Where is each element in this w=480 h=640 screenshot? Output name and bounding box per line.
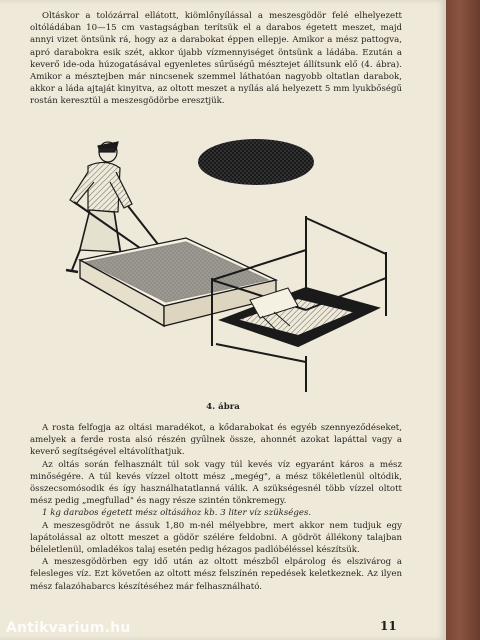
illustration-lime-slaking [36,130,406,398]
paragraph-oltaskor: Oltáskor a tolózárral ellátott, kiömlőnyílással a meszesgödör felé elhelyezett oltóládában 10—15 cm vastagságban terítsük el a darabos égetett meszet, majd annyi vizet öntsünk rá, hogy az a darabokat éppen ellepje. Amikor a mész pattogva, apró darabokra esik szét, akkor újabb vízmennyiséget öntsünk a ládába. Ezután a keverő ide-oda húzogatásával egyenletes sűrűségű mésztejet állítsunk elő (4. ábra). Amikor a mésztejben már nincsenek szemmel láthatóan nagyobb oltatlan darabok, akkor a láda ajtaját kinyitva, az oltott meszet a nyílás alá helyezett 5 mm lyukbőségű rostán keresztül a meszesgödörbe eresztjük. [30,11,402,107]
watermark-text: Antikvarium.hu [6,620,131,636]
lime-pile-shape [198,139,314,185]
paragraph-viz-mennyiseg: Az oltás során felhasznált túl sok vagy túl kevés víz egyaránt káros a mész minőségére. A túl kevés vízzel oltott mész „megég", a mész tökéletlenül oltódik, összecsomósodik és így használhatatlanná válik. A szükségesnél több vízzel oltott mész pedig „megfullad" és nagy része szintén tönkremegy. [30,459,402,507]
page-number: 11 [380,619,397,633]
book-spine-edge [446,0,480,640]
paragraph-arany: 1 kg darabos égetett mész oltásához kb. 3 liter víz szükséges. [42,508,312,519]
bottom-text-block [30,422,402,593]
figure-caption: 4. ábra [206,402,240,412]
paragraph-parolgas: A meszesgödörben egy idő után az oltott mészből elpárolog és elszivárog a felesleges víz. Ezt követően az oltott mész felszínén repedések keletkeznek. Az ilyen mész falazóhabarcs készítéséhez már felhasználható. [30,557,402,592]
paragraph-meszesgodor: A meszesgödröt ne ássuk 1,80 m-nél mélyebbre, mert akkor nem tudjuk egy lapátolással az oltott meszet a gödör szélére feldobni. A gödröt állékony talajban béleletlenül, omladékos talaj esetén pedig hézagos padlóbéléssel készítsük. [30,520,402,556]
top-text-block [30,10,402,108]
paragraph-rosta: A rosta felfogja az oltási maradékot, a kődarabokat és egyéb szennyeződéseket, amelyek a ferde rosta alsó részén gyűlnek össze, ahonnét azokat lapáttal vagy a keverő segítségével eltávolíthatjuk. [30,423,402,458]
